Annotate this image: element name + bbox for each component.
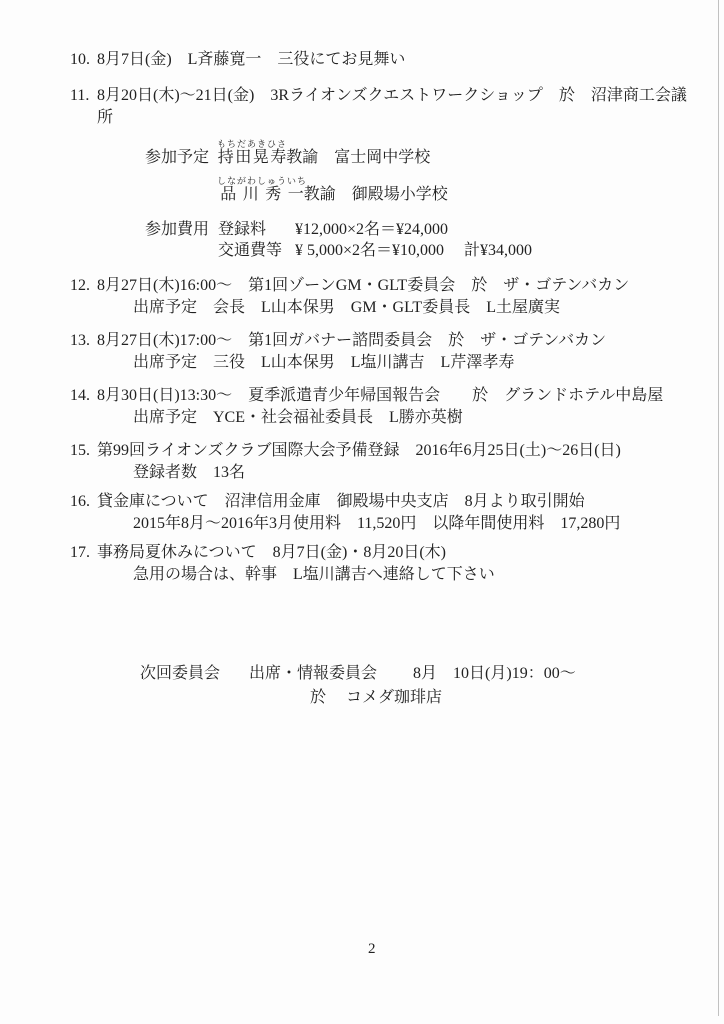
next-meeting-footer xyxy=(0,663,724,709)
list-item-17 xyxy=(70,542,690,585)
item-subtext: 登録者数 13名 xyxy=(133,463,246,481)
participant-name xyxy=(217,176,448,206)
item-subtext: 2015年8月～2016年3月使用料 11,520円 以降年間使用料 17,280円 xyxy=(133,514,621,532)
list-item-12 xyxy=(70,275,690,318)
next-meeting-committee: 出席・情報委員会 xyxy=(249,665,378,682)
item-text: 8月27日(木)17:00～ 第1回ガバナー諮問委員会 於 ザ・ゴテンバカン xyxy=(97,332,607,349)
cost-item-label: 登録料 xyxy=(218,221,267,238)
participant-school: 教諭 富士岡中学校 xyxy=(286,149,431,166)
item-text: 8月27日(木)16:00～ 第1回ゾーンGM・GLT委員会 於 ザ・ゴテンバカン xyxy=(97,277,630,294)
cost-row xyxy=(145,219,690,240)
cost-label-spacer xyxy=(145,240,218,261)
list-item-16 xyxy=(70,491,690,534)
cost-total: 計¥34,000 xyxy=(464,242,533,259)
item-text: 第99回ライオンズクラブ国際大会予備登録 2016年6月25日(土)～26日(日) xyxy=(97,442,621,459)
page-number: 2 xyxy=(368,941,376,957)
item-text: 貸金庫について 沼津信用金庫 御殿場中央支店 8月より取引開始 xyxy=(97,493,585,510)
participants-block xyxy=(97,139,690,206)
attend-label: 参加予定 xyxy=(145,149,210,166)
participant-name xyxy=(217,139,430,169)
item-subtext: 出席予定 会長 L山本保男 GM・GLT委員長 L土屋廣実 xyxy=(133,298,560,316)
cost-value: ¥ 5,000×2名＝¥10,000 xyxy=(295,242,445,259)
item-subtext: 出席予定 三役 L山本保男 L塩川講吉 L芹澤孝寿 xyxy=(133,353,515,371)
item-text: 事務局夏休みについて 8月7日(金)・8月20日(木) xyxy=(97,544,446,561)
item-text: 8月7日(金) L斉藤寛一 三役にてお見舞い xyxy=(97,51,406,68)
ruby-annotation: 持田晃寿もちだあきひさ xyxy=(217,139,288,166)
cost-value: ¥12,000×2名＝¥24,000 xyxy=(295,221,449,238)
costs-block xyxy=(97,219,690,261)
participant-row xyxy=(145,139,690,169)
cost-label: 参加費用 xyxy=(145,221,210,238)
cost-row xyxy=(145,240,690,261)
item-number: 10. xyxy=(70,51,90,68)
item-number: 11. xyxy=(70,87,90,104)
list-item-13 xyxy=(70,330,690,373)
next-meeting-venue-line xyxy=(0,687,724,709)
item-number: 15. xyxy=(70,442,90,459)
next-meeting-datetime: 8月 10日(月)19：00～ xyxy=(413,665,576,682)
participant-row xyxy=(145,176,690,206)
list-item-10 xyxy=(70,49,690,71)
next-meeting-line xyxy=(0,663,724,685)
item-subtext: 急用の場合は、幹事 L塩川講吉へ連絡して下さい xyxy=(133,565,495,583)
item-number: 16. xyxy=(70,493,90,510)
next-meeting-label: 次回委員会 xyxy=(140,665,221,682)
item-number: 14. xyxy=(70,387,90,404)
scan-edge-artifact xyxy=(718,0,719,1016)
item-number: 12. xyxy=(70,277,90,294)
item-text: 8月30日(日)13:30～ 夏季派遣青少年帰国報告会 於 グランドホテル中島屋 xyxy=(97,387,664,404)
ruby-annotation: 品川秀一しながわしゅういち xyxy=(217,176,308,203)
list-item-11 xyxy=(70,85,690,261)
item-number: 13. xyxy=(70,332,90,349)
cost-item-label: 交通費等 xyxy=(218,242,283,259)
venue-prefix: 於 xyxy=(310,689,327,706)
venue-name: コメダ珈琲店 xyxy=(346,689,443,706)
item-number: 17. xyxy=(70,544,90,561)
list-item-14 xyxy=(70,385,690,428)
list-item-15 xyxy=(70,440,690,483)
item-text: 8月20日(木)～21日(金) 3Rライオンズクエストワークショップ 於 沼津商工会議所 xyxy=(97,87,687,126)
item-subtext: 出席予定 YCE・社会福祉委員長 L勝亦英樹 xyxy=(133,408,463,426)
participant-school: 教諭 御殿場小学校 xyxy=(303,186,448,203)
